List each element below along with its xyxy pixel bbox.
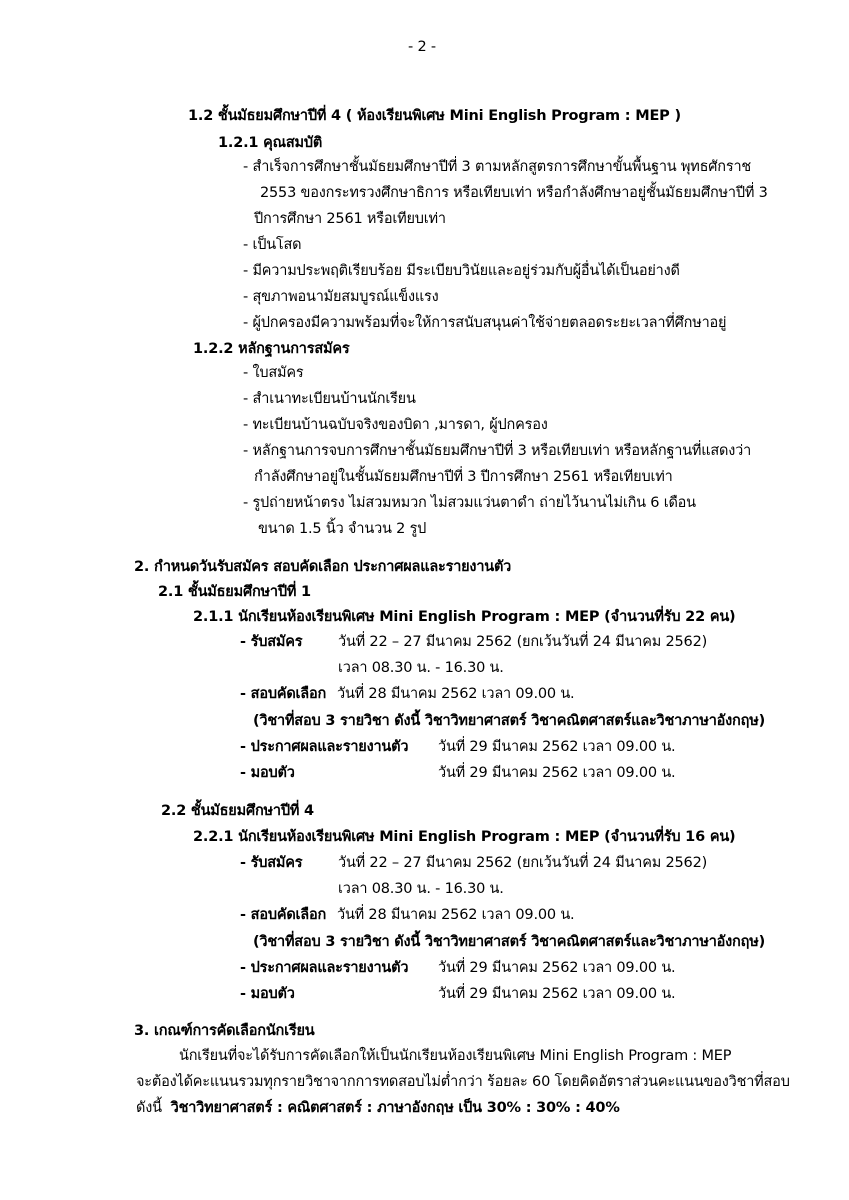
- grade-1-announce-value: วันที่ 29 มีนาคม 2562 เวลา 09.00 น.: [438, 739, 676, 755]
- grade-4-exam-value: วันที่ 28 มีนาคม 2562 เวลา 09.00 น.: [337, 907, 575, 923]
- qualification-item-cont: 2553 ของกระทรวงศึกษาธิการ หรือเทียบเท่า หรือกำลังศึกษาอยู่ชั้นมัธยมศึกษาปีที่ 3: [260, 185, 768, 201]
- grade-4-exam-label: - สอบคัดเลือก: [240, 907, 327, 923]
- document-item-cont: กำลังศึกษาอยู่ในชั้นมัธยมศึกษาปีที่ 3 ปีการศึกษา 2561 หรือเทียบเท่า: [254, 469, 673, 485]
- section-3-heading: 3. เกณฑ์การคัดเลือกนักเรียน: [134, 1023, 315, 1039]
- grade-1-report-value: วันที่ 29 มีนาคม 2562 เวลา 09.00 น.: [438, 765, 676, 781]
- qualifications-heading: 1.2.1 คุณสมบัติ: [218, 135, 323, 151]
- qualification-item: - สุขภาพอนามัยสมบูรณ์แข็งแรง: [243, 287, 439, 307]
- qualification-item: - ผู้ปกครองมีความพร้อมที่จะให้การสนับสนุนค่าใช้จ่ายตลอดระยะเวลาที่ศึกษาอยู่: [243, 313, 726, 333]
- ratio-prefix: ดังนี้: [136, 1100, 162, 1116]
- qualification-item: - มีความประพฤติเรียบร้อย มีระเบียบวินัยและอยู่ร่วมกับผู้อื่นได้เป็นอย่างดี: [243, 261, 680, 281]
- grade-1-exam-label: - สอบคัดเลือก: [240, 686, 327, 702]
- grade-4-announce-value: วันที่ 29 มีนาคม 2562 เวลา 09.00 น.: [438, 960, 676, 976]
- grade-1-report-label: - มอบตัว: [240, 765, 295, 781]
- document-item: - สำเนาทะเบียนบ้านนักเรียน: [243, 389, 416, 409]
- qualification-item: - เป็นโสด: [243, 235, 301, 255]
- section-3-ratio-line: [136, 1098, 620, 1118]
- grade-1-exam-value: วันที่ 28 มีนาคม 2562 เวลา 09.00 น.: [337, 686, 575, 702]
- grade-1-program: 2.1.1 นักเรียนห้องเรียนพิเศษ Mini English Program : MEP (จำนวนที่รับ 22 คน): [193, 609, 736, 625]
- grade-4-report-value: วันที่ 29 มีนาคม 2562 เวลา 09.00 น.: [438, 986, 676, 1002]
- qualification-item-cont: ปีการศึกษา 2561 หรือเทียบเท่า: [254, 211, 446, 227]
- grade-4-subjects: (วิชาที่สอบ 3 รายวิชา ดังนี้ วิชาวิทยาศาสตร์ วิชาคณิตศาสตร์และวิชาภาษาอังกฤษ): [253, 934, 766, 950]
- grade-1-apply-label: - รับสมัคร: [240, 634, 303, 650]
- grade-1-apply-value: วันที่ 22 – 27 มีนาคม 2562 (ยกเว้นวันที่ 24 มีนาคม 2562): [338, 634, 708, 650]
- ratio-value: วิชาวิทยาศาสตร์ : คณิตศาสตร์ : ภาษาอังกฤษ เป็น 30% : 30% : 40%: [170, 1100, 620, 1116]
- grade-4-report-label: - มอบตัว: [240, 986, 295, 1002]
- grade-1-apply-time: เวลา 08.30 น. - 16.30 น.: [338, 660, 504, 676]
- grade-4-announce-label: - ประกาศผลและรายงานตัว: [240, 960, 409, 976]
- section-1-2-heading: 1.2 ชั้นมัธยมศึกษาปีที่ 4 ( ห้องเรียนพิเศษ Mini English Program : MEP ): [188, 108, 681, 124]
- section-3-paragraph: จะต้องได้คะแนนรวมทุกรายวิชาจากการทดสอบไม่ต่ำกว่า ร้อยละ 60 โดยคิดอัตราส่วนคะแนนของวิชาที่สอบ: [136, 1074, 790, 1090]
- section-3-paragraph: นักเรียนที่จะได้รับการคัดเลือกให้เป็นนักเรียนห้องเรียนพิเศษ Mini English Program : MEP: [179, 1048, 732, 1064]
- grade-4-program: 2.2.1 นักเรียนห้องเรียนพิเศษ Mini English Program : MEP (จำนวนที่รับ 16 คน): [193, 829, 736, 845]
- grade-1-announce-label: - ประกาศผลและรายงานตัว: [240, 739, 409, 755]
- section-2-heading: 2. กำหนดวันรับสมัคร สอบคัดเลือก ประกาศผลและรายงานตัว: [134, 559, 512, 575]
- grade-4-heading: 2.2 ชั้นมัธยมศึกษาปีที่ 4: [161, 803, 314, 819]
- grade-4-apply-value: วันที่ 22 – 27 มีนาคม 2562 (ยกเว้นวันที่ 24 มีนาคม 2562): [338, 855, 708, 871]
- document-item: - ใบสมัคร: [243, 363, 303, 383]
- document-item-cont: ขนาด 1.5 นิ้ว จำนวน 2 รูป: [258, 521, 427, 537]
- page-number: - 2 -: [408, 39, 436, 55]
- documents-heading: 1.2.2 หลักฐานการสมัคร: [193, 341, 350, 357]
- document-item: - หลักฐานการจบการศึกษาชั้นมัธยมศึกษาปีที่ 3 หรือเทียบเท่า หรือหลักฐานที่แสดงว่า: [243, 441, 751, 461]
- document-item: - ทะเบียนบ้านฉบับจริงของบิดา ,มารดา, ผู้ปกครอง: [243, 415, 548, 435]
- grade-1-subjects: (วิชาที่สอบ 3 รายวิชา ดังนี้ วิชาวิทยาศาสตร์ วิชาคณิตศาสตร์และวิชาภาษาอังกฤษ): [253, 713, 766, 729]
- grade-4-apply-time: เวลา 08.30 น. - 16.30 น.: [338, 881, 504, 897]
- grade-1-heading: 2.1 ชั้นมัธยมศึกษาปีที่ 1: [158, 584, 311, 600]
- document-item: - รูปถ่ายหน้าตรง ไม่สวมหมวก ไม่สวมแว่นตาดำ ถ่ายไว้นานไม่เกิน 6 เดือน: [243, 493, 696, 513]
- qualification-item: - สำเร็จการศึกษาชั้นมัธยมศึกษาปีที่ 3 ตามหลักสูตรการศึกษาขั้นพื้นฐาน พุทธศักราช: [243, 157, 751, 177]
- grade-4-apply-label: - รับสมัคร: [240, 855, 303, 871]
